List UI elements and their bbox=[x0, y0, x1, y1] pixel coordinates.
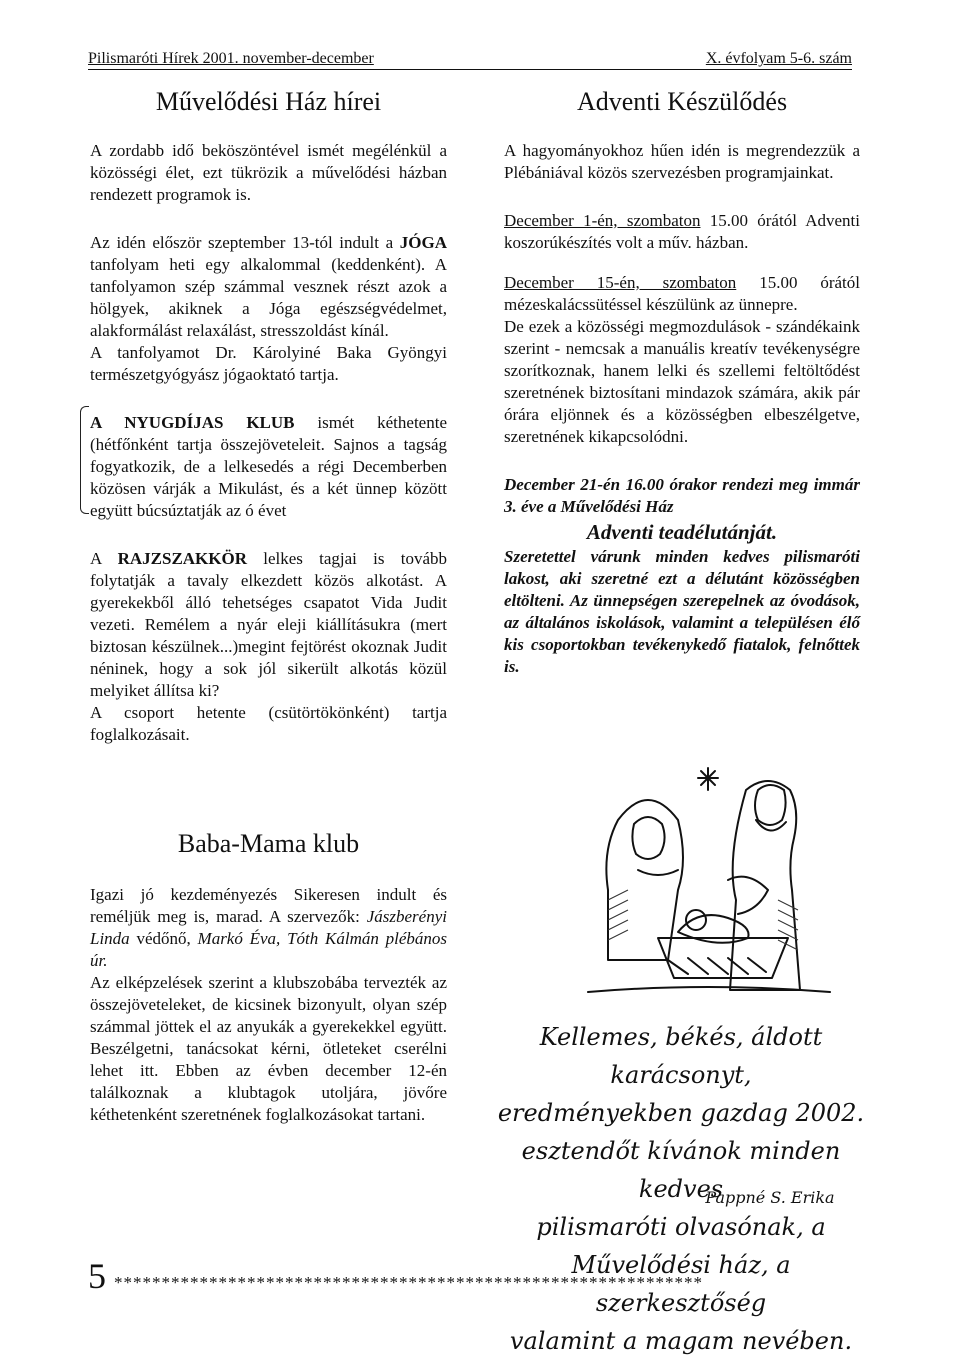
pensioners-paragraph bbox=[90, 412, 447, 522]
greeting-line-6: valamint a magam nevében. bbox=[509, 1327, 853, 1355]
baby-club-paragraph-2: Az elképzelések szerint a klubszobába tervezték az összejöveteleket, de kicsinek bizonyult, olyan szép számmal jöttek el az anyukák a gyerekekkel együtt. Beszélgetni, tanácsokat kérni, ötleteket cserélni lehet itt. Ebben az évben december 12-én találkoznak a klubtagok utoljára, jövőre kéthetenként szeretnének foglalkozásokat tartani. bbox=[90, 973, 447, 1124]
baby-text-c: védőnő, bbox=[129, 929, 198, 948]
organizer-1: Jászberényi Linda bbox=[90, 907, 447, 948]
dec21-event: December 21-én 16.00 órakor rendezi meg immár 3. éve a Művelődési Ház bbox=[504, 475, 860, 516]
drawing-text-a: A bbox=[90, 549, 118, 568]
signature: Pappné S. Erika bbox=[705, 1188, 835, 1207]
yoga-keyword: JÓGA bbox=[399, 233, 447, 252]
dec1-text: 15.00 órától Adventi koszorúkészítés volt a műv. házban. bbox=[504, 211, 861, 252]
baby-text-a: Igazi jó kezdeményezés Sikeresen indult és reméljük meg is, marad. A szervezők: bbox=[90, 885, 447, 926]
header-publication: Pilismaróti Hírek 2001. november-december bbox=[88, 50, 374, 67]
culture-house-title: Művelődési Ház hírei bbox=[155, 87, 382, 116]
pensioners-club-section bbox=[90, 412, 447, 522]
pensioners-text: ismét kéthetente (hétfőnként tartja összejöveteleit. Sajnos a tagság fogyatkozik, de a lelkesedés a régi Decemberben közösen várják a Mikulást, és a két ünnep között együtt búcsúztatják az ó évet bbox=[90, 413, 447, 520]
yoga-section bbox=[90, 232, 447, 386]
nativity-scene-icon bbox=[578, 760, 840, 1000]
yoga-text-c: tanfolyam heti egy alkalommal (keddenként). A tanfolyamon szép számmal vesznek részt azok a hölgyek, akiknek a Jóga egészségvédelmet, alakformálást relaxálást, stresszoldást kínál. bbox=[90, 255, 447, 340]
page-header bbox=[88, 50, 852, 70]
pensioners-keyword: A NYUGDÍJAS KLUB bbox=[90, 413, 295, 432]
footer-stars: ************************************************************** bbox=[114, 1273, 703, 1292]
greeting-line-3: esztendőt kívánok minden kedves bbox=[521, 1137, 841, 1203]
drawing-schedule: A csoport hetente (csütörtökönként) tartja foglalkozásait. bbox=[90, 703, 447, 744]
tea-afternoon-title: Adventi teadélutánját. bbox=[586, 520, 778, 544]
drawing-paragraph bbox=[90, 548, 447, 702]
header-issue: X. évfolyam 5-6. szám bbox=[705, 50, 852, 67]
drawing-club-section bbox=[90, 548, 447, 746]
greeting-line-4: pilismaróti olvasónak, a bbox=[536, 1213, 826, 1241]
baby-mama-club-section bbox=[90, 884, 447, 1126]
greeting-line-1: Kellemes, békés, áldott karácsonyt, bbox=[539, 1023, 823, 1089]
greeting-line-2: eredményekben gazdag 2002. bbox=[497, 1099, 865, 1127]
page-number: 5 bbox=[88, 1258, 106, 1294]
advent-title: Adventi Készülődés bbox=[576, 87, 788, 116]
yoga-paragraph bbox=[90, 232, 447, 342]
drawing-text-c: lelkes tagjai is tovább folytatják a tavaly elkezdett közös alkotást. A gyerekekből álló tehetséges csapatot Vida Judit vezeti. Remélem a nyár eleji kiállításukra (mert biztosan készülnek...)megint fejtörést okoznak Judit néninek, hogy a sok jól sikerült alkotás közül melyiket állítsa ki? bbox=[90, 549, 447, 700]
yoga-teacher: A tanfolyamot Dr. Károlyiné Baka Gyöngyi természetgyógyász jógaoktató tartja. bbox=[90, 343, 447, 384]
baby-club-paragraph-1 bbox=[90, 884, 447, 972]
dec15-date: December 15-én, szombaton bbox=[504, 273, 737, 292]
dec15-event bbox=[504, 272, 860, 316]
invitation-text: Szeretettel várunk minden kedves pilismaróti lakost, aki szeretné ezt a délutánt közösségben eltölteni. Az ünnepségen szerepelnek az óvodások, az általános iskolások, valamint a településen élő kis csoportokban tevékenykedő fiatalok, felnőttek is. bbox=[504, 547, 860, 676]
left-column bbox=[90, 84, 447, 746]
dec15-text: 15.00 órától mézeskalácssütéssel készülünk az ünnepre. bbox=[504, 273, 861, 314]
organizer-2: Markó Éva, Tóth Kálmán plébános úr. bbox=[90, 929, 448, 970]
advent-intro: A hagyományokhoz hűen idén is megrendezzük a Plébániával közös szervezésben programjainkat. bbox=[504, 141, 860, 182]
page-footer bbox=[88, 1258, 868, 1294]
dec1-date: December 1-én, szombaton bbox=[504, 211, 701, 230]
dec15-paragraph: De ezek a közösségi megmozdulások - szándékaink szerint - nemcsak a manuális kreatív tevékenységre szorítkoznak, hanem lelki és szellemi feltöltődést szeretnének biztosítani mindazok számára, akik pár órára eljönnek és a közösségben elbeszélgetve, szeretnének kikapcsolódni. bbox=[504, 317, 860, 446]
culture-intro: A zordabb idő beköszöntével ismét megélénkül a közösségi élet, ezt tükrözik a művelődési házban rendezett programok is. bbox=[90, 141, 447, 204]
yoga-text-a: Az idén először szeptember 13-tól indult a bbox=[90, 233, 400, 252]
greeting-line-5: Művelődési ház, a szerkesztőség bbox=[571, 1251, 791, 1317]
drawing-keyword: RAJZSZAKKÖR bbox=[117, 549, 248, 568]
baby-mama-club-title: Baba-Mama klub bbox=[177, 829, 360, 858]
dec1-event bbox=[504, 210, 860, 254]
right-column bbox=[504, 84, 860, 678]
